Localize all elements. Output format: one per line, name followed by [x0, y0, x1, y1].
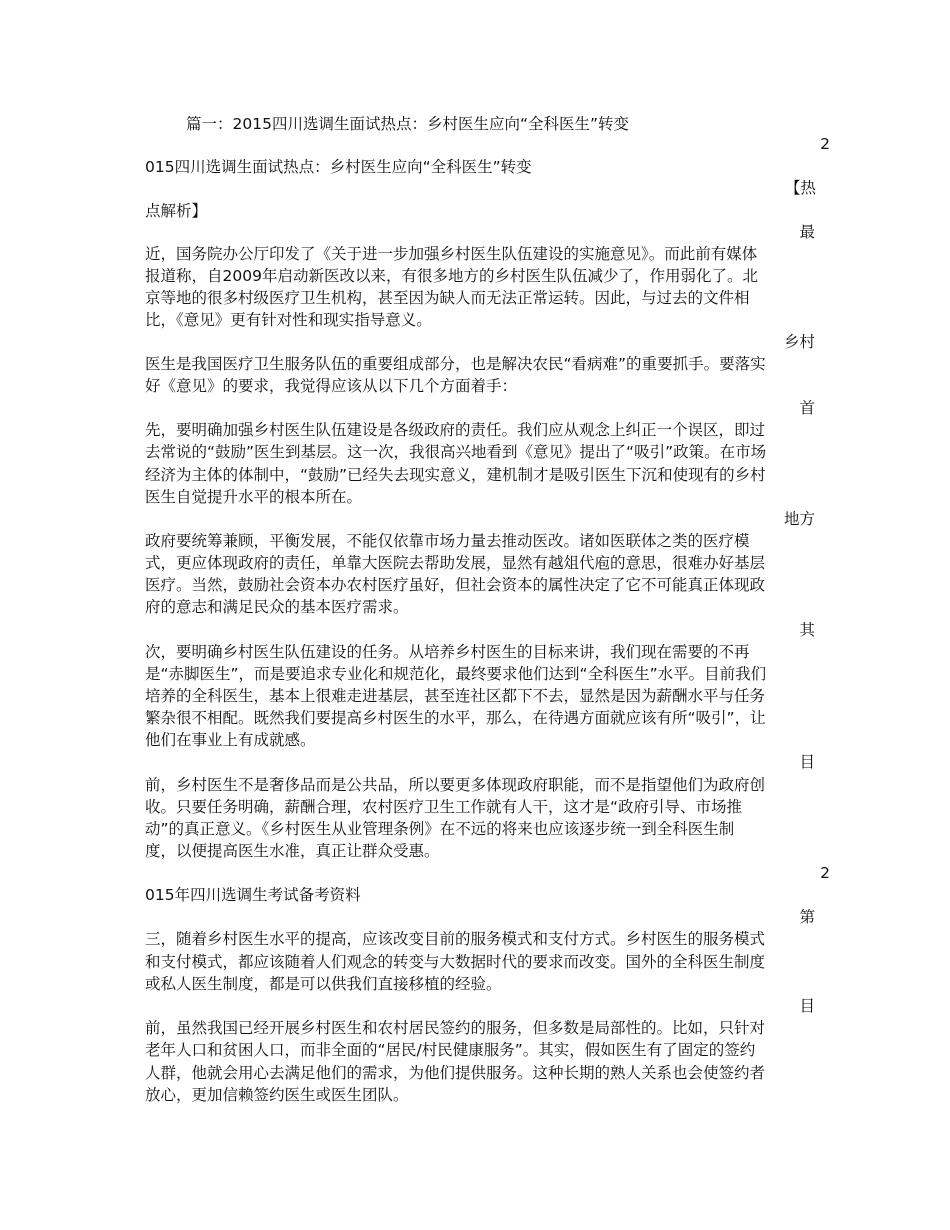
text-line: 其: [799, 621, 815, 639]
text-line: 和支付模式，都应该随着人们观念的转变与大数据时代的要求而改变。国外的全科医生制度: [145, 953, 766, 971]
text-line: 最: [799, 223, 815, 241]
text-line: 动”的真正意义。《乡村医生从业管理条例》在不远的将来也应该逐步统一到全科医生制: [145, 820, 735, 838]
text-line: 015年四川选调生考试备考资料: [145, 886, 361, 904]
text-line: 地方: [783, 510, 815, 528]
text-line: 去常说的“鼓励”医生到基层。这一次，我很高兴地看到《意见》提出了“吸引”政策。在市场: [145, 443, 767, 461]
text-line: 繁杂很不相配。既然我们要提高乡村医生的水平，那么，在待遇方面就应该有所“吸引”，让: [145, 709, 766, 727]
text-line: 2: [820, 864, 830, 882]
text-line: 目: [799, 753, 815, 771]
text-line: 次，要明确乡村医生队伍建设的任务。从培养乡村医生的目标来讲，我们现在需要的不再: [145, 643, 750, 661]
text-line: 近，国务院办公厅印发了《关于进一步加强乡村医生队伍建设的实施意见》。而此前有媒体: [145, 245, 758, 263]
text-line: 放心，更加信赖签约医生或医生团队。: [145, 1086, 409, 1104]
text-line: 京等地的很多村级医疗卫生机构，甚至因为缺人而无法正常运转。因此，与过去的文件相: [145, 289, 750, 307]
text-line: 首: [799, 399, 815, 417]
text-line: 式，更应体现政府的责任，单靠大医院去帮助发展，显然有越俎代庖的意思，很难办好基层: [145, 554, 766, 572]
text-line: 先，要明确加强乡村医生队伍建设是各级政府的责任。我们应从观念上纠正一个误区，即过: [145, 421, 766, 439]
text-line: 医疗。当然，鼓励社会资本办农村医疗虽好，但社会资本的属性决定了它不可能真正体现政: [145, 576, 766, 594]
text-line: 前，乡村医生不是奢侈品而是公共品，所以要更多体现政府职能，而不是指望他们为政府创: [145, 776, 766, 794]
text-line: 前，虽然我国已经开展乡村医生和农村居民签约的服务，但多数是局部性的。比如，只针对: [145, 1019, 766, 1037]
text-line: 或私人医生制度，都是可以供我们直接移植的经验。: [145, 975, 502, 993]
document-title: 篇一：2015四川选调生面试热点：乡村医生应向“全科医生”转变: [186, 115, 630, 133]
text-line: 收。只要任务明确，薪酬合理，农村医疗卫生工作就有人干，这才是“政府引导、市场推: [145, 798, 743, 816]
text-line: 报道称，自2009年启动新医改以来，有很多地方的乡村医生队伍减少了，作用弱化了。北: [145, 267, 758, 285]
text-line: 政府要统筹兼顾，平衡发展，不能仅依靠市场力量去推动医改。诸如医联体之类的医疗模: [145, 532, 750, 550]
text-line: 三，随着乡村医生水平的提高，应该改变目前的服务模式和支付方式。乡村医生的服务模式: [145, 930, 766, 948]
text-line: 医生是我国医疗卫生服务队伍的重要组成部分，也是解决农民“看病难”的重要抓手。要落实: [145, 355, 766, 373]
text-line: 经济为主体的体制中，“鼓励”已经失去现实意义，建机制才是吸引医生下沉和使现有的乡村: [145, 466, 766, 484]
text-line: 好《意见》的要求，我觉得应该从以下几个方面着手：: [145, 377, 518, 395]
text-line: 第: [799, 908, 815, 926]
text-line: 目: [799, 997, 815, 1015]
text-line: 医生自觉提升水平的根本所在。: [145, 488, 363, 506]
text-line: 比，《意见》更有针对性和现实指导意义。: [145, 311, 432, 329]
text-line: 培养的全科医生，基本上很难走进基层，甚至连社区都下不去，显然是因为薪酬水平与任务: [145, 687, 766, 705]
text-line: 是“赤脚医生”，而是要追求专业化和规范化，最终要求他们达到“全科医生”水平。目前我们: [145, 665, 767, 683]
text-line: 【热: [784, 179, 816, 197]
text-line: 老年人口和贫困人口，而非全面的“居民/村民健康服务”。其实，假如医生有了固定的签约: [145, 1041, 756, 1059]
text-line: 2: [820, 135, 830, 153]
text-line: 度，以便提高医生水准，真正让群众受惠。: [145, 842, 440, 860]
text-line: 人群，他就会用心去满足他们的需求，为他们提供服务。这种长期的熟人关系也会使签约者: [145, 1064, 766, 1082]
text-line: 点解析】: [145, 202, 208, 220]
text-line: 他们在事业上有成就感。: [145, 731, 316, 749]
text-line: 乡村: [783, 333, 815, 351]
text-line: 015四川选调生面试热点：乡村医生应向“全科医生”转变: [145, 158, 532, 176]
text-line: 府的意志和满足民众的基本医疗需求。: [145, 598, 409, 616]
